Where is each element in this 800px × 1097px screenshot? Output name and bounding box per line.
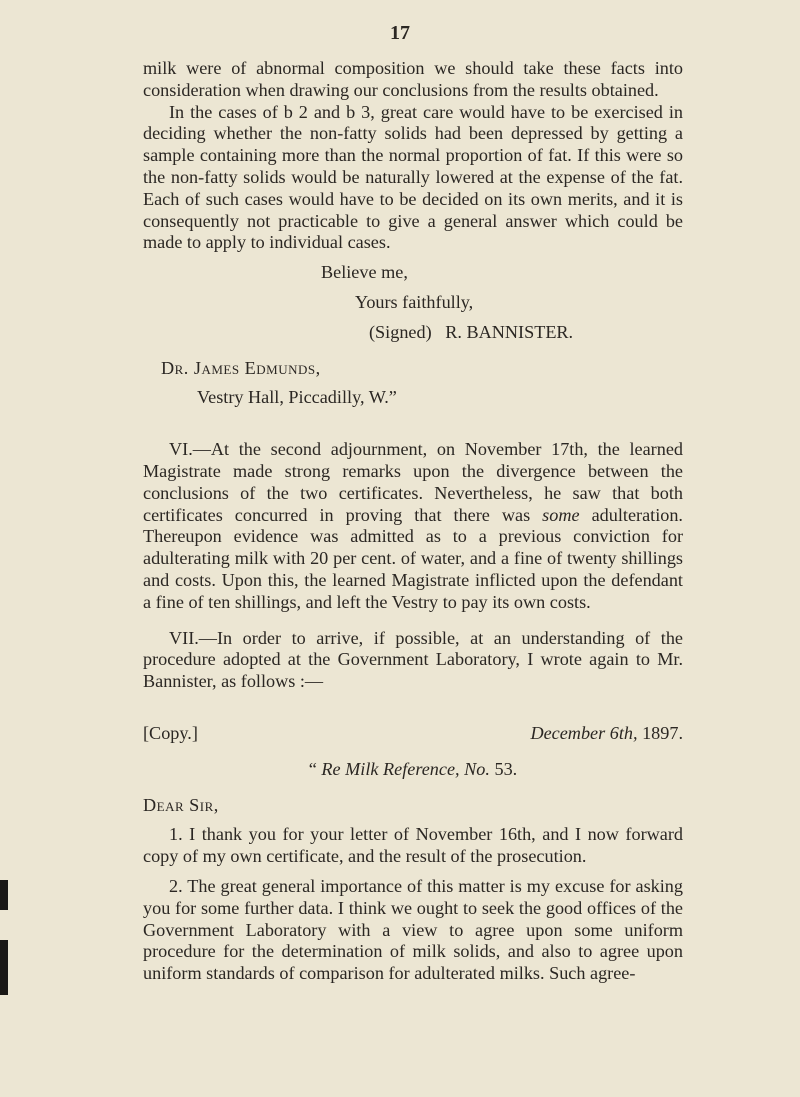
paragraph: 2. The great general importance of this matter is my excuse for asking you for some further data. I think we ought to seek the good offices of the Government Laboratory with a view to agree upon some uniform procedure for the determination of milk solids, and also to agree upon uniform standards of comparison for adulterated milks. Such agree- <box>143 875 683 984</box>
letter-date <box>530 723 683 745</box>
copy-label: [Copy.] <box>143 722 198 743</box>
salutation: Dear Sir, <box>143 794 219 815</box>
binding-mark <box>0 880 8 910</box>
addressee-name: Dr. James Edmunds, <box>161 357 321 378</box>
ref-title: Re Milk Reference, No. <box>321 758 490 779</box>
paragraph: 1. I thank you for your letter of November 16th, and I now forward copy of my own certificate, and the result of the prosecution. <box>143 824 683 867</box>
paragraph: In the cases of b 2 and b 3, great care would have to be exercised in deciding whether the non-fatty solids had been depressed by getting a sample containing more than the normal proportion of fat. If this were so the non-fatty solids would be naturally lowered at the expense of the fat. Each of such cases would have to be decided on its own merits, and it is consequently not practicable to give a general answer which could be made to apply to individual cases. <box>143 101 683 253</box>
date-day: 6th, <box>609 722 638 743</box>
copy-header <box>143 723 683 745</box>
reference-line <box>143 759 683 781</box>
paragraph-section-6 <box>143 439 683 613</box>
paragraph: milk were of abnormal composition we should take these facts into consideration when drawing our conclusions from the results obtained. <box>143 58 683 100</box>
date-year: 1897. <box>642 722 683 743</box>
emphasis-word: some <box>542 504 580 525</box>
body-text <box>143 58 683 985</box>
section-text: VI.—At the second adjournment, on November 17th, the learned Magistrate made strong remarks upon the divergence between the conclusions of the two certificates. Nevertheless, he saw that both certificates concurred in proving that there was <box>143 439 683 525</box>
ref-number: 53. <box>494 758 518 779</box>
signature-line <box>369 322 683 344</box>
binding-mark <box>0 940 8 995</box>
date-month: December <box>530 722 606 743</box>
addressee-address: Vestry Hall, Piccadilly, W.” <box>197 387 397 408</box>
ref-quote: “ <box>308 758 317 779</box>
signed-label: (Signed) <box>369 321 432 342</box>
page-number: 17 <box>390 22 410 44</box>
letter-closing: Believe me, <box>321 262 408 283</box>
signer-name: R. BANNISTER. <box>445 321 574 342</box>
section-text: adulteration. Thereupon evidence was admitted as to a previous conviction for adulterating milk with 20 per cent. of water, and a fine of twenty shillings and costs. Upon this, the learned Magistrate inflicted upon the defendant a fine of ten shillings, and left the Vestry to pay its own costs. <box>143 504 683 612</box>
paragraph-section-7: VII.—In order to arrive, if possible, at an understanding of the procedure adopted at the Government Laboratory, I wrote again to Mr. Bannister, as follows :— <box>143 627 683 692</box>
letter-closing: Yours faithfully, <box>355 291 474 312</box>
